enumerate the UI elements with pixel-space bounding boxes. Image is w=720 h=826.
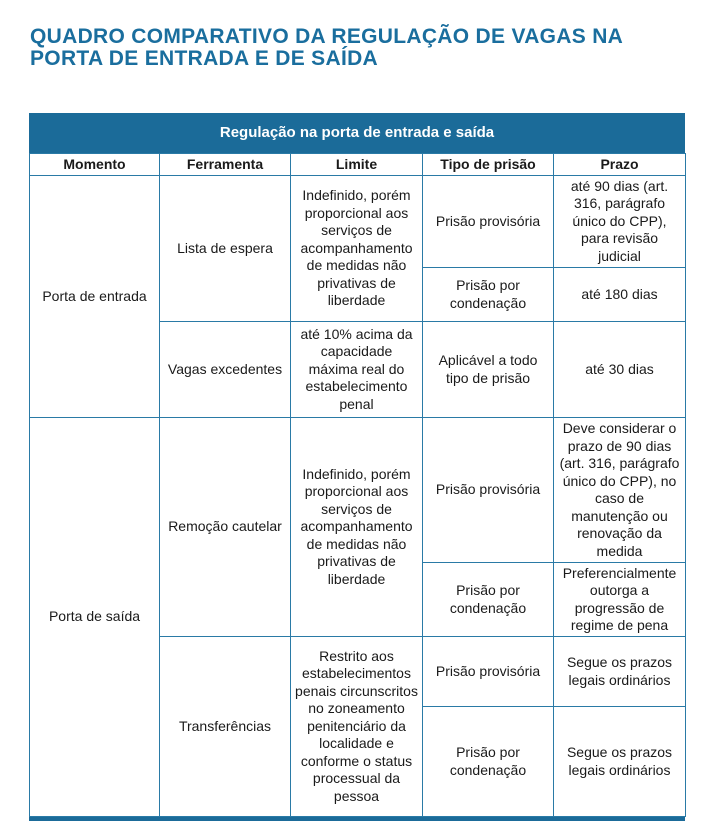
column-header-momento: Momento [30, 154, 160, 176]
cell-ferramenta-remocao-cautelar: Remoção cautelar [160, 418, 291, 637]
page-title [30, 26, 690, 70]
cell-tipo: Prisão por condenação [423, 563, 554, 637]
cell-momento-entrada: Porta de entrada [30, 176, 160, 418]
column-header-tipo-prisao: Tipo de prisão [423, 154, 554, 176]
cell-limite-lista-espera: Indefinido, porém proporcional aos serviços de acompanhamento de medidas não privativas de liberdade [291, 176, 423, 322]
cell-limite-vagas-excedentes: até 10% acima da capacidade máxima real do estabelecimento penal [291, 322, 423, 418]
cell-limite-remocao-cautelar: Indefinido, porém proporcional aos serviços de acompanhamento de medidas não privativas de liberdade [291, 418, 423, 637]
cell-prazo: Segue os prazos legais ordinários [554, 637, 686, 707]
column-header-prazo: Prazo [554, 154, 686, 176]
table-bottom-rule [29, 817, 685, 821]
column-header-limite: Limite [291, 154, 423, 176]
cell-prazo: até 90 dias (art. 316, parágrafo único do CPP), para revisão judicial [554, 176, 686, 268]
cell-prazo: até 30 dias [554, 322, 686, 418]
cell-tipo: Prisão provisória [423, 418, 554, 563]
cell-prazo: Preferencialmente outorga a progressão de regime de pena [554, 563, 686, 637]
comparison-table [29, 153, 686, 817]
cell-tipo: Prisão por condenação [423, 268, 554, 322]
cell-ferramenta-vagas-excedentes: Vagas excedentes [160, 322, 291, 418]
table-caption: Regulação na porta de entrada e saída [29, 113, 685, 153]
cell-momento-saida: Porta de saída [30, 418, 160, 817]
cell-prazo: até 180 dias [554, 268, 686, 322]
cell-ferramenta-lista-espera: Lista de espera [160, 176, 291, 322]
table-header-row [30, 154, 686, 176]
cell-tipo: Prisão por condenação [423, 707, 554, 817]
cell-prazo: Deve considerar o prazo de 90 dias (art. 316, parágrafo único do CPP), no caso de manutenção ou renovação da medida [554, 418, 686, 563]
cell-limite-transferencias: Restrito aos estabelecimentos penais circunscritos no zoneamento penitenciário da localidade e conforme o status processual da pessoa [291, 637, 423, 817]
cell-prazo: Segue os prazos legais ordinários [554, 707, 686, 817]
cell-tipo: Prisão provisória [423, 176, 554, 268]
table-row [30, 176, 686, 268]
cell-ferramenta-transferencias: Transferências [160, 637, 291, 817]
page-title-line-2: PORTA DE ENTRADA E DE SAÍDA [30, 47, 379, 70]
table-row [30, 418, 686, 563]
comparison-table-container [29, 113, 685, 821]
cell-tipo: Aplicável a todo tipo de prisão [423, 322, 554, 418]
cell-tipo: Prisão provisória [423, 637, 554, 707]
column-header-ferramenta: Ferramenta [160, 154, 291, 176]
page-title-line-1: QUADRO COMPARATIVO DA REGULAÇÃO DE VAGAS NA [30, 25, 624, 48]
